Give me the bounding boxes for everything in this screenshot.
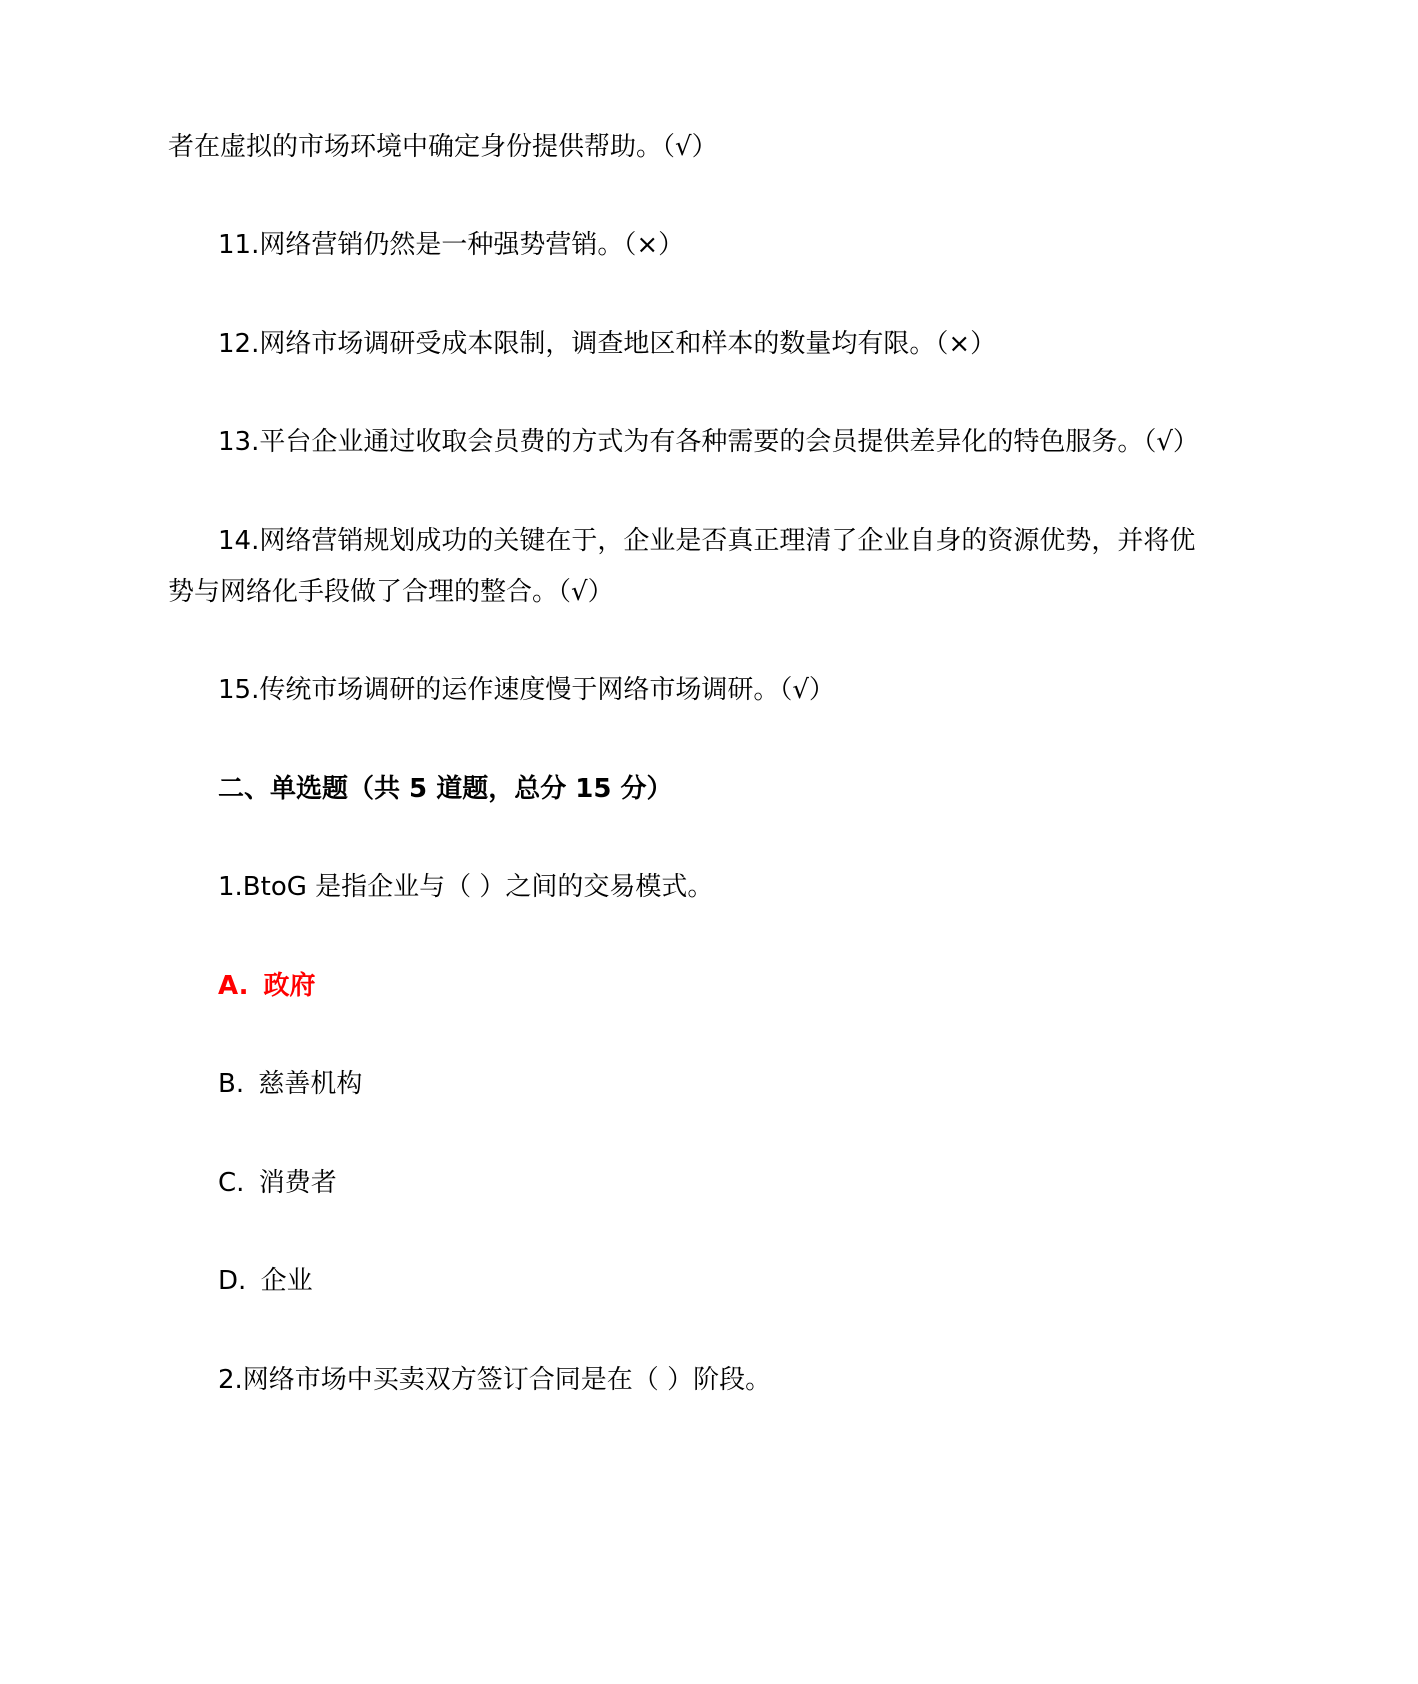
judgement-item-12: 12.网络市场调研受成本限制，调查地区和样本的数量均有限。（×） [218, 329, 997, 359]
section-heading: 二、单选题（共 5 道题，总分 15 分） [218, 774, 673, 804]
option-text: 企业 [260, 1266, 313, 1296]
judgement-item-13: 13.平台企业通过收取会员费的方式为有各种需要的会员提供差异化的特色服务。（√） [218, 427, 1199, 457]
option-text: 政府 [263, 971, 316, 1001]
continuation-text: 者在虚拟的市场环境中确定身份提供帮助。（√） [168, 132, 718, 162]
option-d [218, 1264, 313, 1298]
option-b [218, 1067, 362, 1101]
judgement-item-11: 11.网络营销仍然是一种强势营销。（×） [218, 230, 685, 260]
question-1-stem: 1.BtoG 是指企业与（ ）之间的交易模式。 [218, 872, 714, 902]
option-label: D. [218, 1266, 247, 1296]
option-c [218, 1166, 337, 1200]
option-text: 消费者 [258, 1168, 337, 1198]
question-2-stem: 2.网络市场中买卖双方签订合同是在（ ）阶段。 [218, 1365, 772, 1395]
judgement-item-14-line2: 势与网络化手段做了合理的整合。（√） [168, 577, 614, 607]
option-label: C. [218, 1168, 245, 1198]
option-label: B. [218, 1069, 245, 1099]
option-a-correct-answer [218, 969, 316, 1003]
option-text: 慈善机构 [258, 1069, 363, 1099]
option-label: A. [218, 971, 249, 1001]
judgement-item-15: 15.传统市场调研的运作速度慢于网络市场调研。（√） [218, 675, 835, 705]
judgement-item-14-line1: 14.网络营销规划成功的关键在于，企业是否真正理清了企业自身的资源优势，并将优 [218, 526, 1196, 556]
